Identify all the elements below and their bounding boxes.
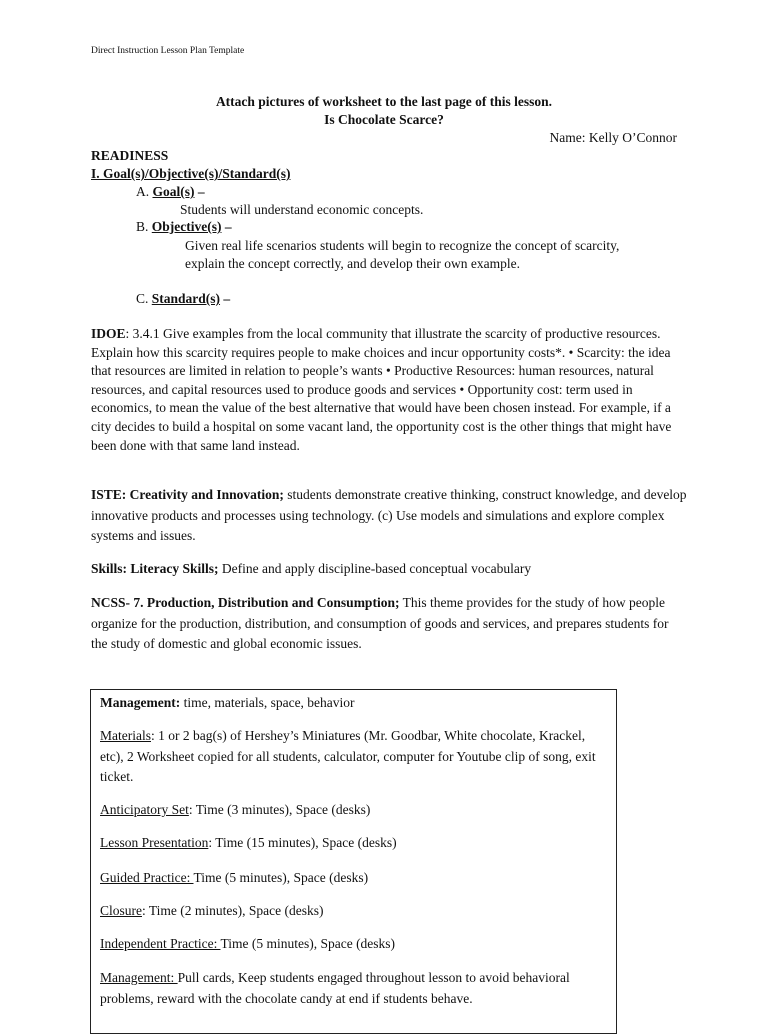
standard-item: [136, 290, 230, 308]
materials-label: Materials: [100, 728, 151, 743]
skills-label: Skills: Literacy Skills;: [91, 561, 219, 576]
iste-standard-paragraph: [91, 485, 687, 547]
guided-practice-line: [100, 868, 612, 889]
iste-label: ISTE: Creativity and Innovation;: [91, 487, 284, 502]
goal-dash: –: [197, 184, 205, 199]
materials-text: : 1 or 2 bag(s) of Hershey’s Miniatures (Mr. Goodbar, White chocolate, Krackel, etc), 2 Worksheet copied for all students, calculator, computer for Youtube clip of song, exit ticket.: [100, 728, 596, 784]
guided-practice-text: Time (5 minutes), Space (desks): [193, 870, 369, 885]
objective-label: Objective(s): [151, 219, 222, 234]
objective-letter: B.: [136, 219, 149, 234]
standard-letter: C.: [136, 291, 149, 306]
behavior-management-text: Pull cards, Keep students engaged throughout lesson to avoid behavioral problems, reward with the chocolate candy at end if students behave.: [100, 970, 570, 1006]
iste-text: students demonstrate creative thinking, construct knowledge, and develop innovative products and processes using technology. (c) Use models and simulations and explore complex systems and issues.: [91, 487, 687, 543]
management-box: [90, 689, 617, 1034]
closure-text: : Time (2 minutes), Space (desks): [142, 903, 324, 918]
template-header: Direct Instruction Lesson Plan Template: [91, 46, 245, 56]
standard-dash: –: [223, 291, 231, 306]
independent-practice-label: Independent Practice:: [100, 936, 221, 951]
behavior-management-line: [100, 968, 612, 1009]
anticipatory-set-label: Anticipatory Set: [100, 802, 189, 817]
goal-label: Goal(s): [152, 184, 195, 199]
objective-text-line2: explain the concept correctly, and develop their own example.: [185, 256, 520, 271]
behavior-management-label: Management:: [100, 970, 178, 985]
ncss-label: NCSS- 7. Production, Distribution and Consumption;: [91, 595, 400, 610]
ncss-standard-paragraph: [91, 593, 669, 655]
goal-text: Students will understand economic concepts.: [180, 202, 424, 217]
lesson-title: Is Chocolate Scarce?: [324, 112, 444, 127]
lesson-presentation-line: [100, 833, 612, 854]
independent-practice-line: [100, 934, 612, 955]
goal-item: [136, 183, 205, 201]
idoe-label: IDOE: [91, 326, 126, 341]
idoe-standard-paragraph: [91, 325, 691, 455]
teacher-name: Name: Kelly O’Connor: [549, 130, 677, 145]
closure-line: [100, 901, 612, 922]
materials-line: [100, 726, 612, 788]
goal-letter: A.: [136, 184, 150, 199]
management-line: [100, 693, 612, 714]
management-label: Management:: [100, 695, 181, 710]
objective-text-line1: Given real life scenarios students will begin to recognize the concept of scarcity,: [185, 238, 620, 253]
closure-label: Closure: [100, 903, 142, 918]
guided-practice-label: Guided Practice:: [100, 870, 194, 885]
management-text: time, materials, space, behavior: [180, 695, 355, 710]
ncss-text: This theme provides for the study of how people organize for the production, distribution, and consumption of goods and services, and prepares students for the study of domestic and global economic issues.: [91, 595, 669, 651]
skills-paragraph: [91, 559, 691, 580]
readiness-heading: READINESS: [91, 148, 169, 163]
independent-practice-text: Time (5 minutes), Space (desks): [220, 936, 396, 951]
goals-section-heading: I. Goal(s)/Objective(s)/Standard(s): [91, 166, 291, 181]
attach-instruction: Attach pictures of worksheet to the last page of this lesson.: [215, 94, 553, 109]
objective-dash: –: [224, 219, 232, 234]
anticipatory-set-line: [100, 800, 612, 821]
idoe-text: : 3.4.1 Give examples from the local community that illustrate the scarcity of productive resources. Explain how this scarcity requires people to make choices and incur opportunity costs*. • Scarcity: the idea that resources are limited in relation to people’s wants • Productive Resources: human resources, natural resources, and capital resources used to produce goods and services • Opportunity cost: term used in economics, to mean the value of the best alternative that would have been chosen instead. For example, if a city decides to build a hospital on some vacant land, the opportunity cost is the other things that might have been done with that same land instead.: [91, 326, 672, 453]
anticipatory-set-text: : Time (3 minutes), Space (desks): [188, 802, 371, 817]
lesson-presentation-label: Lesson Presentation: [100, 835, 209, 850]
standard-label: Standard(s): [151, 291, 221, 306]
skills-text: Define and apply discipline-based conceptual vocabulary: [218, 561, 532, 576]
objective-item: [136, 218, 232, 236]
lesson-presentation-text: : Time (15 minutes), Space (desks): [208, 835, 397, 850]
